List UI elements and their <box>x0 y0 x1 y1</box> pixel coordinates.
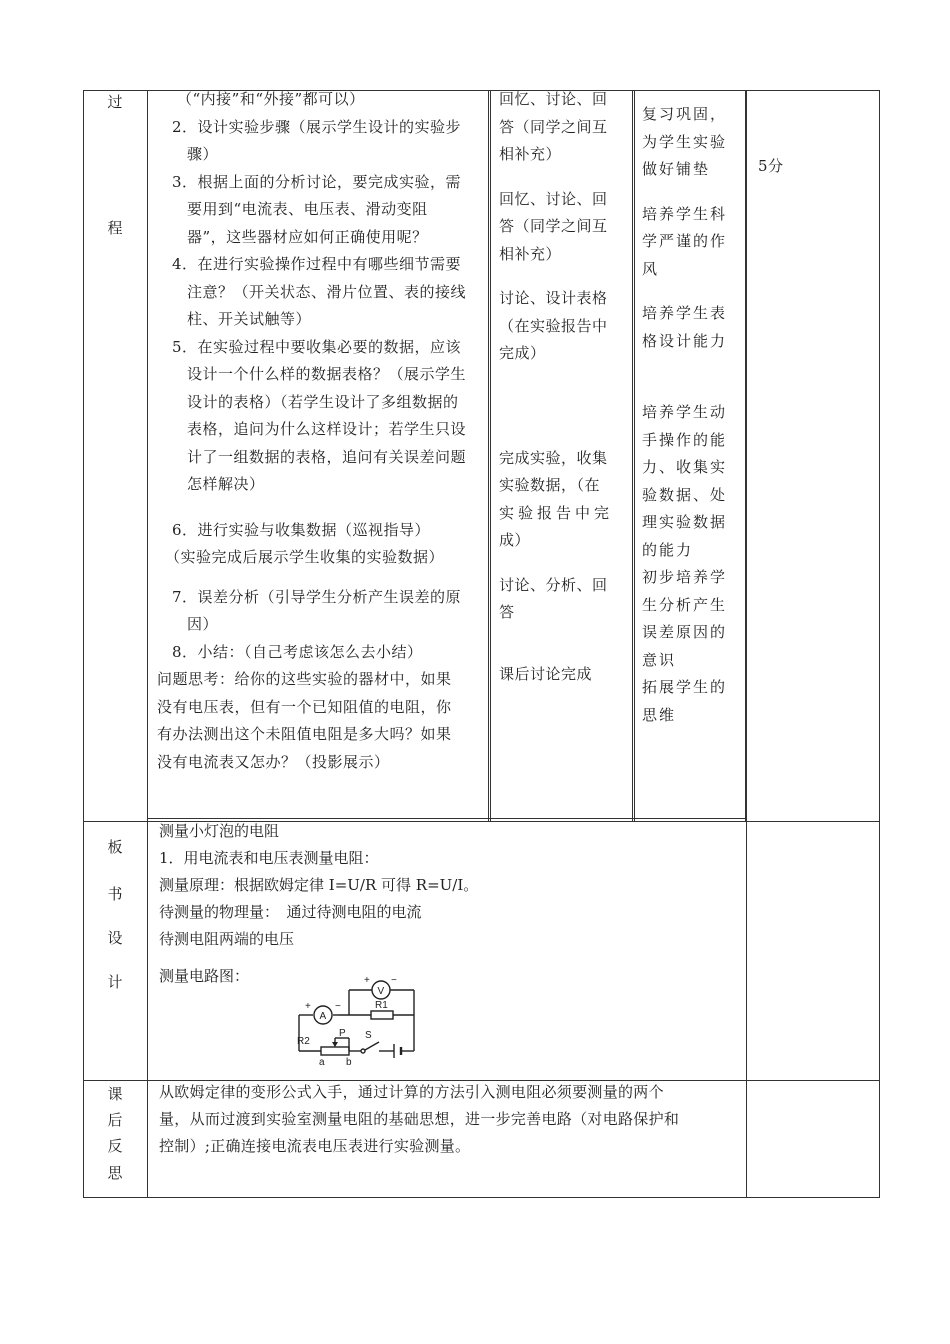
intent-line: 的能力 <box>642 540 694 559</box>
board-label-char: 书 <box>107 885 123 903</box>
intent-line: 风 <box>642 259 660 278</box>
student-line: 相补充） <box>499 145 562 163</box>
teacher-line: 骤） <box>187 145 219 163</box>
teacher-line: 5．在实验过程中要收集必要的数据，应该 <box>172 337 462 356</box>
column-rule-student-a <box>490 90 491 821</box>
process-label-bottom: 程 <box>107 219 123 237</box>
student-activities <box>499 86 629 688</box>
teacher-line: 3．根据上面的分析讨论，要完成实验，需 <box>172 172 462 191</box>
teacher-line: （“内接”和“外接”都可以） <box>177 90 365 108</box>
student-line: 回忆、讨论、回 <box>499 189 608 208</box>
teacher-line: 设计的表格）（若学生设计了多组数据的 <box>187 392 459 411</box>
intent-line: 思维 <box>642 705 677 724</box>
intent-line: 复习巩固， <box>642 105 728 123</box>
reflection-line: 量，从而过渡到实验室测量电阻的基础思想，进一步完善电路（对电路保护和 <box>159 1110 680 1128</box>
ammeter-minus: − <box>335 1001 341 1012</box>
rheostat-end-b: b <box>346 1057 352 1068</box>
intent-line: 做好铺垫 <box>642 160 711 178</box>
intent-line: 手操作的能 <box>642 430 728 449</box>
slider-p-label: P <box>339 1028 346 1039</box>
switch-contact <box>361 1049 365 1053</box>
teacher-line: 问题思考：给你的这些实验的器材中，如果 <box>157 670 452 688</box>
teacher-line: 8．小结：（自己考虑该怎么去小结） <box>172 642 423 661</box>
reflection-label-char: 思 <box>107 1164 123 1182</box>
intent-line: 为学生实验 <box>642 132 728 151</box>
reflection-label-char: 后 <box>107 1111 123 1129</box>
teacher-line: （实验完成后展示学生收集的实验数据） <box>165 548 445 566</box>
reflection-label-char: 反 <box>107 1137 123 1155</box>
intent-line: 培养学生表 <box>642 304 728 322</box>
reflection-line: 控制）;正确连接电流表电压表进行实验测量。 <box>159 1137 471 1155</box>
teacher-line: 柱、开关试触等） <box>187 310 312 328</box>
teacher-line: 计了一组数据的表格，追问有关误差问题 <box>187 447 467 466</box>
student-line: 成） <box>499 531 531 549</box>
student-line: 讨论、设计表格 <box>499 289 608 307</box>
board-line: 待测电阻两端的电压 <box>159 930 295 948</box>
student-line: 相补充） <box>499 244 562 263</box>
intent-line: 学严谨的作 <box>642 232 728 250</box>
ammeter-plus: + <box>305 1001 311 1012</box>
intent-line: 培养学生科 <box>642 204 728 223</box>
table-border-left <box>83 90 84 1198</box>
student-line: 答（同学之间互 <box>499 217 608 235</box>
board-label-char: 板 <box>107 838 123 856</box>
switch-s-label: S <box>365 1030 372 1041</box>
teacher-line: 有办法测出这个未阻值电阻是多大吗？如果 <box>157 725 452 743</box>
student-line: 回忆、讨论、回 <box>499 90 608 108</box>
intent-line: 意识 <box>642 650 677 669</box>
switch-lever <box>365 1042 379 1050</box>
student-line: 答 <box>499 603 515 621</box>
board-line: 测量电路图： <box>159 967 250 985</box>
board-line: 测量原理：根据欧姆定律 I=U/R 可得 R=U/I。 <box>159 876 479 894</box>
circuit-diagram <box>291 972 441 1072</box>
voltmeter-minus: − <box>391 975 397 986</box>
board-content <box>159 818 739 990</box>
teacher-line: 7．误差分析（引导学生分析产生误差的原 <box>172 587 462 606</box>
rheostat-r2-symbol <box>321 1047 349 1055</box>
column-rule-teacher <box>488 90 489 821</box>
table-border-bottom <box>83 1197 880 1198</box>
slider-arrowhead <box>332 1042 338 1047</box>
column-rule-student-b <box>632 90 633 821</box>
reflection-content <box>159 1079 743 1160</box>
board-title: 测量小灯泡的电阻 <box>159 822 280 840</box>
ammeter-label: A <box>319 1011 327 1022</box>
teacher-line: 4．在进行实验操作过程中有哪些细节需要 <box>172 255 462 273</box>
intent-line: 误差原因的 <box>642 623 728 641</box>
teacher-line: 器”，这些器材应如何正确使用呢？ <box>187 227 428 246</box>
student-line: （在实验报告中 <box>499 316 608 335</box>
voltmeter-plus: + <box>364 975 370 986</box>
student-line: 完成实验，收集 <box>499 448 608 467</box>
teacher-line: 2．设计实验步骤（展示学生设计的实验步 <box>172 117 462 136</box>
teacher-line: 要用到“电流表、电压表、滑动变阻 <box>187 200 428 218</box>
teacher-line: 表格，追问为什么这样设计；若学生只设 <box>187 420 467 438</box>
rheostat-r2-label: R2 <box>297 1036 310 1047</box>
teacher-line: 注意？（开关状态、滑片位置、表的接线 <box>187 282 467 301</box>
board-label-char: 计 <box>107 973 123 991</box>
lesson-table <box>83 90 880 1198</box>
student-line: 实验数据，（在 <box>499 476 601 494</box>
board-line: 1．用电流表和电压表测量电阻： <box>159 849 379 867</box>
student-line: 课后讨论完成 <box>499 664 593 683</box>
column-rule-time <box>746 90 747 1198</box>
intent-line: 理实验数据 <box>642 513 728 531</box>
time-allocation: 5分 <box>758 157 784 175</box>
teacher-line: 没有电流表又怎办？（投影展示） <box>157 752 390 771</box>
resistor-r1-label: R1 <box>375 1000 388 1011</box>
intent-line: 拓展学生的 <box>642 678 728 696</box>
rheostat-end-a: a <box>319 1057 325 1068</box>
student-line: 讨论、分析、回 <box>499 575 608 594</box>
teacher-activities <box>157 86 487 776</box>
intent-line: 验数据、处 <box>642 485 728 504</box>
intent-line: 生分析产生 <box>642 595 728 614</box>
column-rule-label <box>147 90 148 1198</box>
table-border-right <box>879 90 880 1198</box>
process-label-top: 过 <box>107 93 123 111</box>
resistor-r1-symbol <box>371 1011 393 1019</box>
intent-line: 初步培养学 <box>642 568 728 586</box>
teacher-line: 因） <box>187 615 219 633</box>
voltmeter-label: V <box>377 986 385 997</box>
student-line: 完成） <box>499 344 546 362</box>
board-line: 待测量的物理量： 通过待测电阻的电流 <box>159 903 422 921</box>
intent-line: 格设计能力 <box>642 331 728 350</box>
column-rule-intent-a <box>634 90 635 821</box>
teacher-line: 6．进行实验与收集数据（巡视指导） <box>172 520 431 539</box>
reflection-label-char: 课 <box>107 1085 123 1103</box>
teacher-line: 没有电压表，但有一个已知阻值的电阻，你 <box>157 697 452 716</box>
board-label-char: 设 <box>107 929 123 947</box>
design-intent <box>642 101 744 729</box>
intent-line: 培养学生动 <box>642 403 728 421</box>
reflection-line: 从欧姆定律的变形公式入手，通过计算的方法引入测电阻必须要测量的两个 <box>159 1083 664 1101</box>
student-line: 实验报告中完 <box>499 503 614 522</box>
teacher-line: 设计一个什么样的数据表格？（展示学生 <box>187 365 467 383</box>
intent-line: 力、收集实 <box>642 458 728 476</box>
teacher-line: 怎样解决） <box>187 475 265 493</box>
student-line: 答（同学之间互 <box>499 117 608 136</box>
